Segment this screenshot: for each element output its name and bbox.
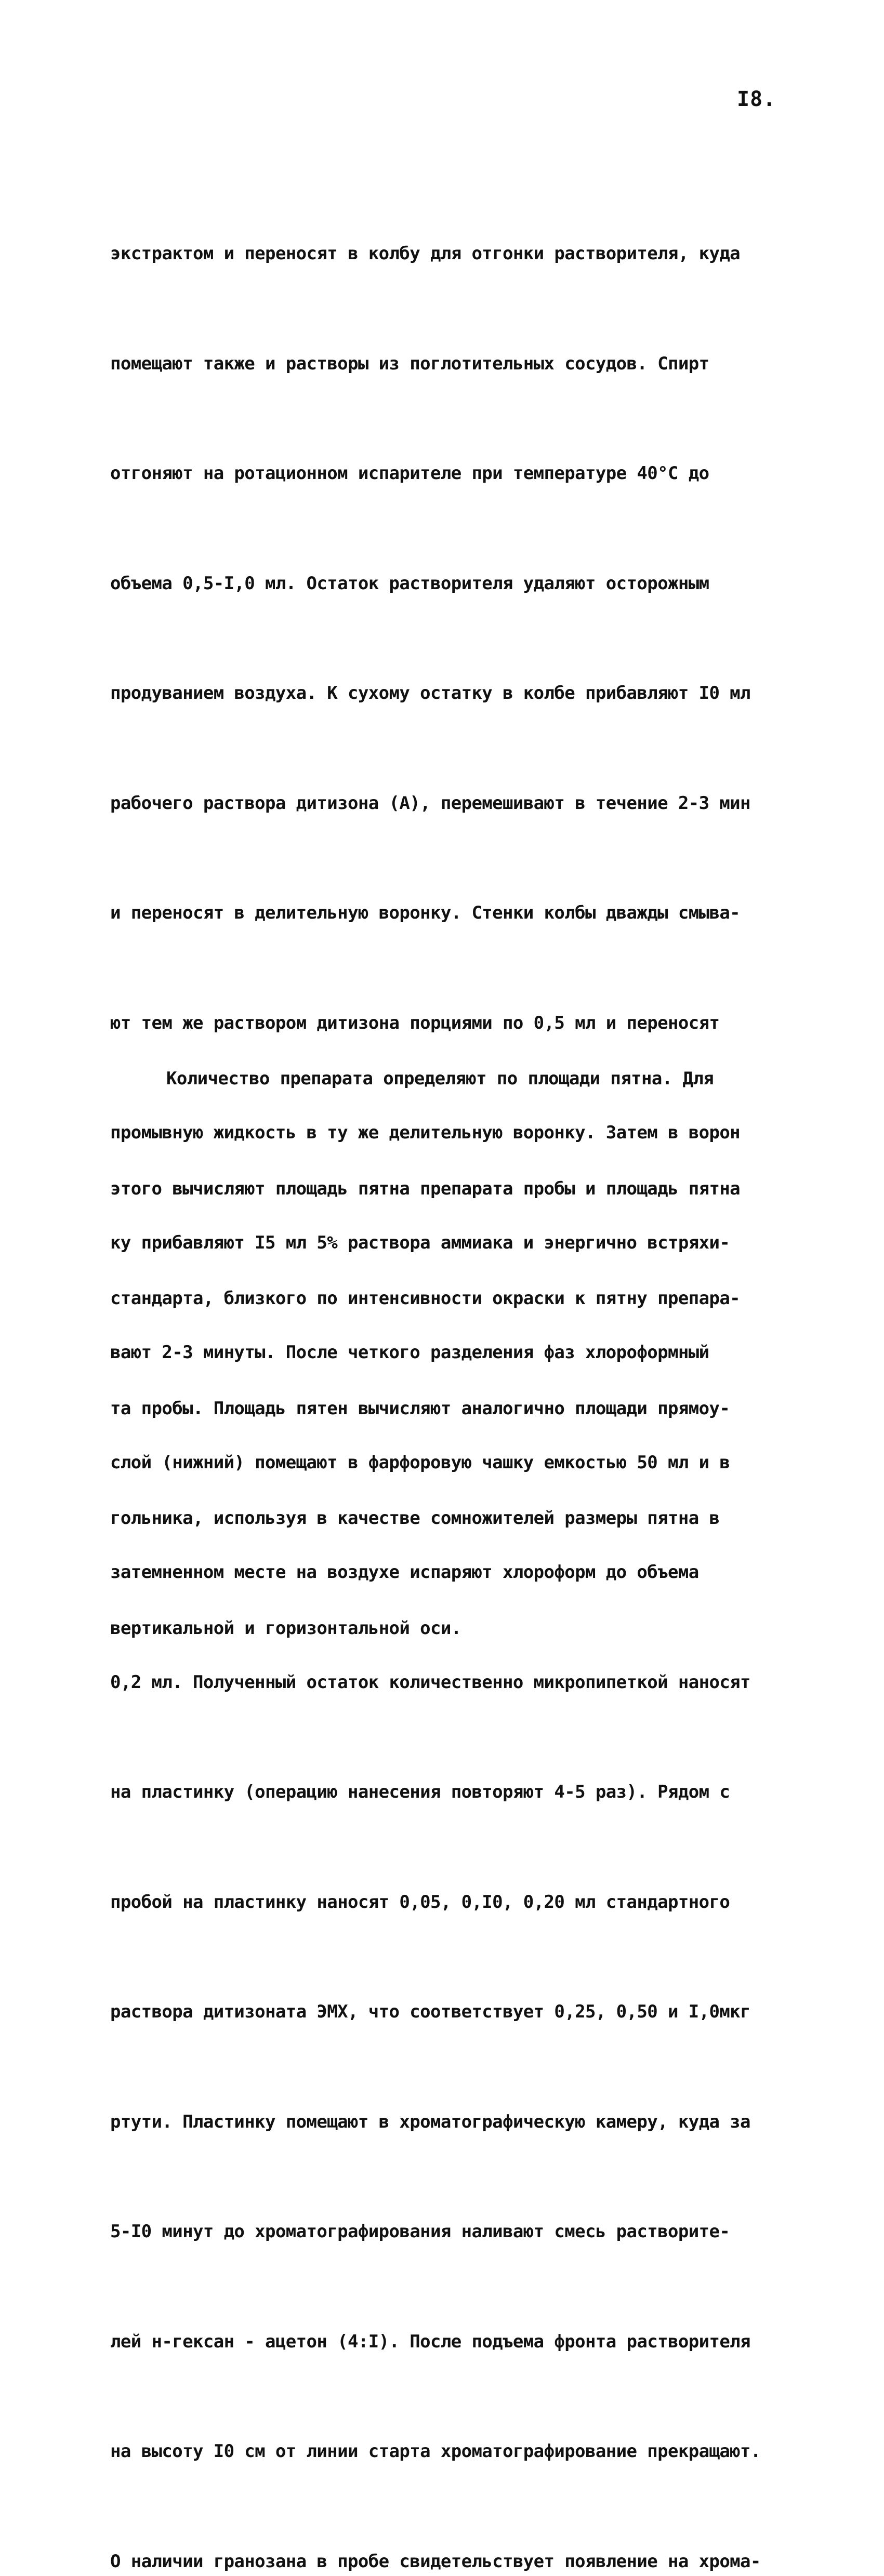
text-line: стандарта, близкого по интенсивности окраски к пятну препара- [110,1280,791,1317]
text-line: рабочего раствора дитизона (А), перемешивают в течение 2-3 мин [110,785,791,822]
text-line: слой (нижний) помещают в фарфоровую чашку емкостью 50 мл и в [110,1444,791,1481]
text-line: гольника, используя в качестве сомножителей размеры пятна в [110,1500,791,1537]
text-line: ку прибавляют I5 мл 5% раствора аммиака и энергично встряхи- [110,1225,791,1262]
text-line: экстрактом и переносят в колбу для отгонки растворителя, куда [110,235,791,272]
page-number: I8. [737,87,776,111]
text-line: вают 2-3 минуты. После четкого разделения фаз хлороформный [110,1334,791,1371]
text-line: 5-I0 минут до хроматографирования наливают смесь растворите- [110,2213,791,2250]
text-line: объема 0,5-I,0 мл. Остаток растворителя удаляют осторожным [110,565,791,602]
text-line: О наличии гранозана в пробе свидетельствует появление на хрома- [110,2543,791,2576]
text-line: отгоняют на ротационном испарителе при температуре 40°С до [110,455,791,492]
text-line: на пластинку (операцию нанесения повторяют 4-5 раз). Рядом с [110,1774,791,1811]
text-line: пробой на пластинку наносят 0,05, 0,I0, 0,20 мл стандартного [110,1884,791,1921]
text-line: затемненном месте на воздухе испаряют хлороформ до объема [110,1554,791,1591]
paragraph-2 [110,987,791,1683]
text-line: на высоту I0 см от линии старта хроматографирование прекращают. [110,2433,791,2470]
text-line: этого вычисляют площадь пятна препарата пробы и площадь пятна [110,1171,791,1207]
text-line: лей н-гексан - ацетон (4:I). После подъема фронта растворителя [110,2323,791,2360]
text-line: и переносят в делительную воронку. Стенки колбы дважды смыва- [110,895,791,932]
text-line: раствора дитизоната ЭМХ, что соответствует 0,25, 0,50 и I,0мкг [110,1994,791,2030]
text-line: промывную жидкость в ту же делительную воронку. Затем в ворон [110,1114,791,1151]
text-line: ртути. Пластинку помещают в хроматографическую камеру, куда за [110,2104,791,2141]
text-line: продуванием воздуха. К сухому остатку в колбе прибавляют I0 мл [110,675,791,712]
text-line: та пробы. Площадь пятен вычисляют аналогично площади прямоу- [110,1390,791,1427]
text-line: 0,2 мл. Полученный остаток количественно микропипеткой наносят [110,1664,791,1701]
text-line: ют тем же раствором дитизона порциями по 0,5 мл и переносят [110,1005,791,1042]
text-line: Количество препарата определяют по площади пятна. Для [110,1060,791,1097]
text-line: помещают также и растворы из поглотительных сосудов. Спирт [110,346,791,382]
text-line: вертикальной и горизонтальной оси. [110,1610,791,1647]
